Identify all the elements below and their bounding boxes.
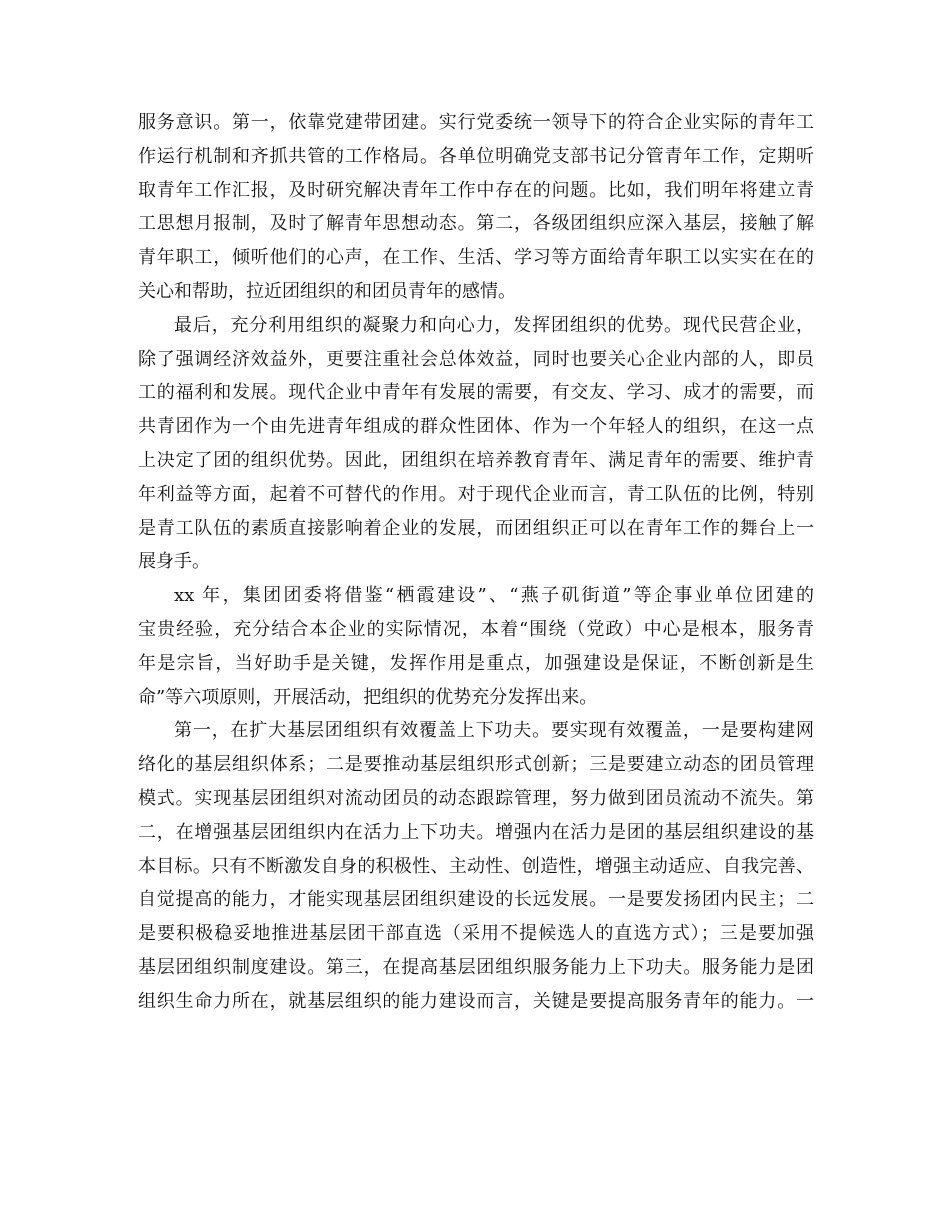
text-line: 是要积极稳妥地推进基层团干部直选（采用不提候选人的直选方式）；三是要加强 xyxy=(138,923,814,945)
text-line: 自觉提高的能力，才能实现基层团组织建设的长远发展。一是要发扬团内民主；二 xyxy=(138,889,814,911)
paragraph-first-line: 最后，充分利用组织的凝聚力和向心力，发挥团组织的优势。现代民营企业， xyxy=(174,314,814,336)
text-line: 模式。实现基层团组织对流动团员的动态跟踪管理，努力做到团员流动不流失。第 xyxy=(138,787,814,809)
text-line: 二，在增强基层团组织内在活力上下功夫。增强内在活力是团的基层组织建设的基 xyxy=(138,821,814,843)
text-line: 命”等六项原则，开展活动，把组织的优势充分发挥出来。 xyxy=(138,686,598,708)
text-line: 本目标。只有不断激发自身的积极性、主动性、创造性，增强主动适应、自我完善、 xyxy=(138,855,814,877)
paragraph-first-line: xx 年，集团团委将借鉴“栖霞建设”、“燕子矶街道”等企事业单位团建的 xyxy=(174,585,814,607)
text-line: 服务意识。第一，依靠党建带团建。实行党委统一领导下的符合企业实际的青年工 xyxy=(138,112,814,133)
text-line: 上决定了团的组织优势。因此，团组织在培养教育青年、满足青年的需要、维护青 xyxy=(138,449,814,471)
text-line: 工思想月报制，及时了解青年思想动态。第二，各级团组织应深入基层，接触了解 xyxy=(138,213,814,235)
text-line: 展身手。 xyxy=(138,551,210,573)
text-line: 关心和帮助，拉近团组织的和团员青年的感情。 xyxy=(138,280,516,302)
paragraph-first-line: 第一，在扩大基层团组织有效覆盖上下功夫。要实现有效覆盖，一是要构建网 xyxy=(174,720,814,742)
text-line: 宝贵经验，充分结合本企业的实际情况，本着“围绕（党政）中心是根本，服务青 xyxy=(138,618,814,640)
text-line: 年利益等方面，起着不可替代的作用。对于现代企业而言，青工队伍的比例，特别 xyxy=(138,483,814,505)
text-line: 作运行机制和齐抓共管的工作格局。各单位明确党支部书记分管青年工作，定期听 xyxy=(138,145,814,167)
text-line: 组织生命力所在，就基层组织的能力建设而言，关键是要提高服务青年的能力。一 xyxy=(138,990,814,1012)
document-body xyxy=(138,106,814,1019)
text-line: 工的福利和发展。现代企业中青年有发展的需要，有交友、学习、成才的需要，而 xyxy=(138,382,814,404)
text-line: 青年职工，倾听他们的心声，在工作、生活、学习等方面给青年职工以实实在在的 xyxy=(138,247,814,269)
text-line: 络化的基层组织体系；二是要推动基层组织形式创新；三是要建立动态的团员管理 xyxy=(138,754,814,776)
text-line: 共青团作为一个由先进青年组成的群众性团体、作为一个年轻人的组织，在这一点 xyxy=(138,416,814,438)
text-line: 基层团组织制度建设。第三，在提高基层团组织服务能力上下功夫。服务能力是团 xyxy=(138,956,814,978)
text-line: 年是宗旨，当好助手是关键，发挥作用是重点，加强建设是保证，不断创新是生 xyxy=(138,652,814,674)
text-line: 取青年工作汇报，及时研究解决青年工作中存在的问题。比如，我们明年将建立青 xyxy=(138,179,814,201)
text-line: 是青工队伍的素质直接影响着企业的发展，而团组织正可以在青年工作的舞台上一 xyxy=(138,517,814,539)
text-line: 除了强调经济效益外，更要注重社会总体效益，同时也要关心企业内部的人，即员 xyxy=(138,348,814,370)
